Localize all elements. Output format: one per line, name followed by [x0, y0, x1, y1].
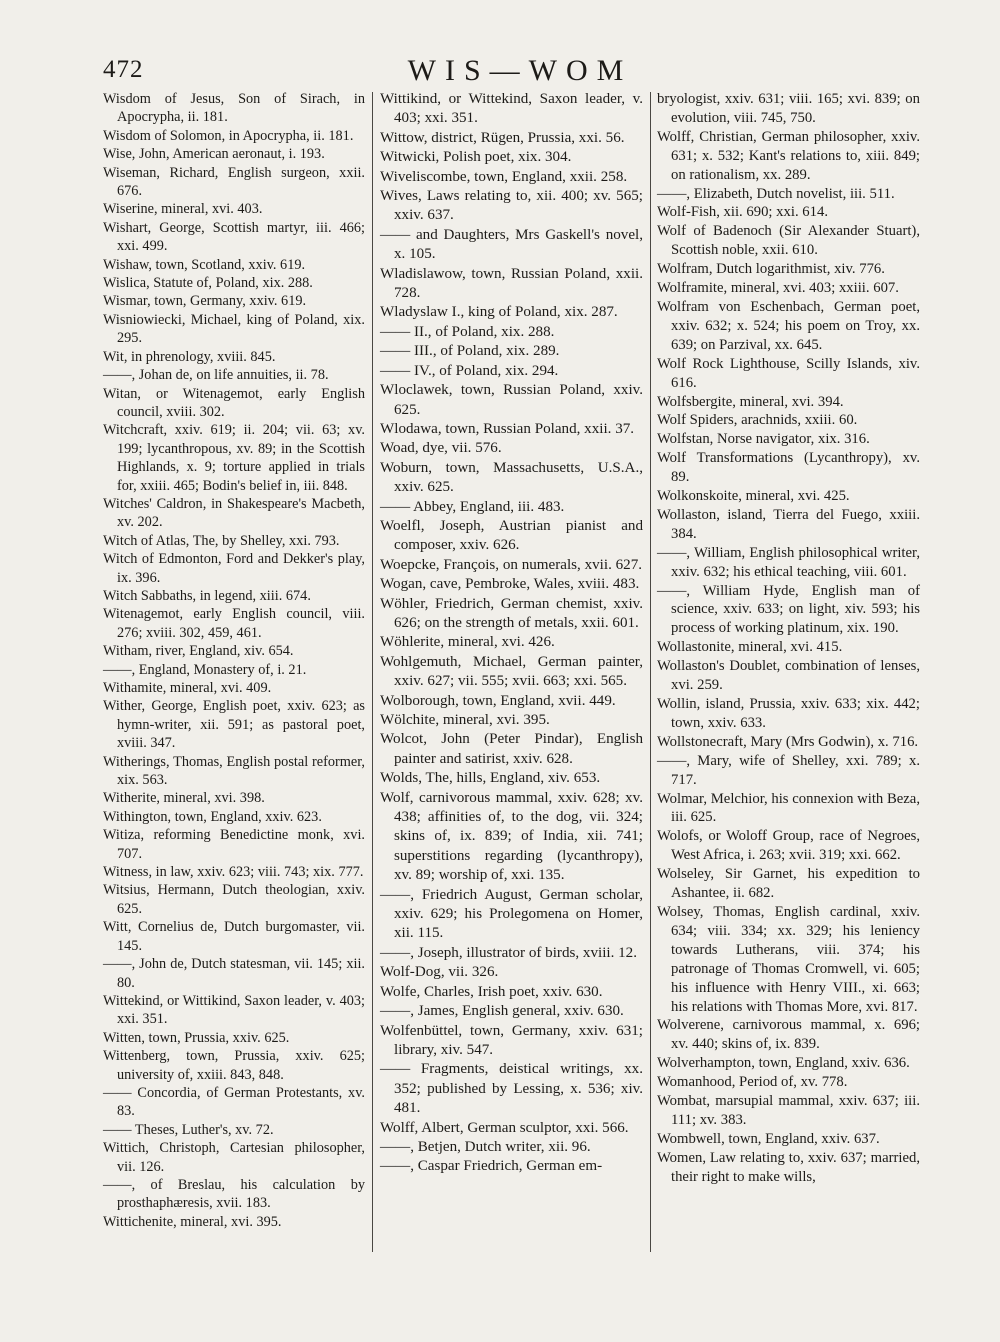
index-entry: ——, William, English philosophical writer, xxiv. 632; his ethical teaching, viii. 601.: [657, 544, 920, 580]
index-entry: Wöhlerite, mineral, xvi. 426.: [380, 634, 555, 651]
index-entry: —— Abbey, England, iii. 483.: [380, 498, 565, 515]
index-entry: Wishart, George, Scottish martyr, iii. 466; xxi. 499.: [103, 219, 365, 255]
index-entry: Wolverhampton, town, England, xxiv. 636.: [657, 1055, 910, 1072]
index-entry: ——, Mary, wife of Shelley, xxi. 789; x. 717.: [657, 752, 920, 788]
index-entry: Wolds, The, hills, England, xiv. 653.: [380, 770, 601, 787]
index-entry: ——, James, English general, xxiv. 630.: [380, 1003, 624, 1020]
index-entry: —— IV., of Poland, xix. 294.: [380, 362, 559, 379]
index-entry: Wolmar, Melchior, his connexion with Beza, iii. 625.: [657, 790, 920, 826]
index-entry: Witherite, mineral, xvi. 398.: [103, 790, 265, 807]
index-entry: Wöhler, Friedrich, German chemist, xxiv. 626; on the strength of metals, xxii. 601.: [380, 595, 643, 631]
index-entry: Wolofs, or Woloff Group, race of Negroes, West Africa, i. 263; xvii. 319; xxi. 662.: [657, 828, 920, 864]
index-entry: Wolfsbergite, mineral, xvi. 394.: [657, 393, 844, 410]
index-entry: ——, Friedrich August, German scholar, xxiv. 629; his Prolegomena on Homer, xii. 115.: [380, 886, 643, 942]
index-entry: Woburn, town, Massachusetts, U.S.A., xxiv. 625.: [380, 459, 643, 496]
index-entry: Wolff, Christian, German philosopher, xxiv. 631; x. 532; Kant's relations to, xiii. 849; on rationalism, xx. 289.: [657, 128, 920, 183]
index-entry: Witten, town, Prussia, xxiv. 625.: [103, 1029, 290, 1046]
index-entry: Wolborough, town, England, xvii. 449.: [380, 692, 616, 709]
index-entry: Wolfram, Dutch logarithmist, xiv. 776.: [657, 261, 885, 278]
column-rule: [372, 92, 373, 1252]
index-entry: Wisdom of Solomon, in Apocrypha, ii. 181.: [103, 127, 354, 144]
index-entry: Wismar, town, Germany, xxiv. 619.: [103, 293, 307, 310]
index-entry: Wollaston's Doublet, combination of lenses, xvi. 259.: [657, 658, 920, 694]
index-entry: Woad, dye, vii. 576.: [380, 440, 502, 457]
index-entry: Wolkonskoite, mineral, xvi. 425.: [657, 488, 850, 505]
index-entry: Witan, or Witenagemot, early English council, xviii. 302.: [103, 385, 365, 420]
page-number: 472: [103, 56, 144, 83]
index-entry: Witness, in law, xxiv. 623; viii. 743; xix. 777.: [103, 864, 364, 881]
index-entry: Wolcot, John (Peter Pindar), English painter and satirist, xxiv. 628.: [380, 731, 643, 767]
index-entry: Wladyslaw I., king of Poland, xix. 287.: [380, 304, 618, 321]
index-entry: ——, Caspar Friedrich, German em-: [380, 1158, 603, 1175]
index-entry: Wittich, Christoph, Cartesian philosopher, vii. 126.: [103, 1140, 365, 1175]
index-entry: Witsius, Hermann, Dutch theologian, xxiv. 625.: [103, 882, 365, 917]
index-column-3: [657, 90, 920, 1187]
index-entry: Wiveliscombe, town, England, xxii. 258.: [380, 168, 628, 185]
index-entry: Wolfstan, Norse navigator, xix. 316.: [657, 431, 870, 448]
index-entry: ——, of Breslau, his calculation by prosthaphæresis, xvii. 183.: [103, 1176, 365, 1212]
index-entry: Withamite, mineral, xvi. 409.: [103, 680, 272, 696]
index-entry: Wisdom of Jesus, Son of Sirach, in Apocrypha, ii. 181.: [103, 91, 365, 126]
index-entry: Witt, Cornelius de, Dutch burgomaster, vii. 145.: [103, 919, 365, 954]
index-entry: ——, Elizabeth, Dutch novelist, iii. 511.: [657, 185, 895, 202]
index-entry: Womanhood, Period of, xv. 778.: [657, 1074, 848, 1091]
index-entry: Witwicki, Polish poet, xix. 304.: [380, 149, 572, 166]
index-entry: Witham, river, England, xiv. 654.: [103, 643, 294, 660]
index-entry: Wombwell, town, England, xxiv. 637.: [657, 1130, 880, 1147]
index-entry: Witch Sabbaths, in legend, xiii. 674.: [103, 587, 311, 604]
index-entry: Wohlgemuth, Michael, German painter, xxiv. 627; vii. 555; xvii. 663; xxi. 565.: [380, 653, 643, 690]
index-entry: Wolf of Badenoch (Sir Alexander Stuart), Scottish noble, xxii. 610.: [657, 223, 920, 259]
index-entry: ——, John de, Dutch statesman, vii. 145; xii. 80.: [103, 956, 365, 991]
running-head: WIS—WOM: [407, 54, 633, 87]
index-entry: Wolframite, mineral, xvi. 403; xxiii. 607.: [657, 280, 899, 297]
index-entry: Wogan, cave, Pembroke, Wales, xviii. 483.: [380, 576, 640, 593]
index-column-2: [380, 90, 643, 1177]
index-entry: Wolf Transformations (Lycanthropy), xv. 89.: [657, 450, 920, 486]
index-entry: Wiserine, mineral, xvi. 403.: [103, 201, 263, 218]
index-entry: Wolff, Albert, German sculptor, xxi. 566.: [380, 1119, 629, 1136]
index-entry: ——, Joseph, illustrator of birds, xviii. 12.: [380, 944, 637, 961]
index-entry: Wiseman, Richard, English surgeon, xxii. 676.: [103, 164, 365, 200]
index-entry: Wloclawek, town, Russian Poland, xxiv. 625.: [380, 382, 643, 418]
index-column-1: [103, 90, 365, 1231]
index-entry: Wittikind, or Wittekind, Saxon leader, v. 403; xxi. 351.: [380, 91, 643, 127]
index-entry: Wit, in phrenology, xviii. 845.: [103, 348, 276, 365]
index-entry: —— Fragments, deistical writings, xx. 352; published by Lessing, x. 536; xiv. 481.: [380, 1061, 643, 1117]
index-entry: bryologist, xxiv. 631; viii. 165; xvi. 839; on evolution, viii. 745, 750.: [657, 91, 920, 126]
index-entry: Wittichenite, mineral, xvi. 395.: [103, 1213, 282, 1230]
index-entry: Woelfl, Joseph, Austrian pianist and composer, xxiv. 626.: [380, 517, 643, 554]
index-entry: Witiza, reforming Benedictine monk, xvi. 707.: [103, 827, 365, 862]
index-entry: Wittekind, or Wittikind, Saxon leader, v. 403; xxi. 351.: [103, 992, 365, 1028]
index-entry: Witches' Caldron, in Shakespeare's Macbeth, xv. 202.: [103, 495, 365, 531]
index-entry: Wolfram von Eschenbach, German poet, xxiv. 632; x. 524; his poem on Troy, xx. 639; on Parzival, xx. 645.: [657, 298, 920, 353]
index-entry: Wittenberg, town, Prussia, xxiv. 625; university of, xxiii. 843, 848.: [103, 1048, 365, 1083]
index-entry: —— Theses, Luther's, xv. 72.: [103, 1121, 274, 1138]
index-entry: Wolsey, Thomas, English cardinal, xxiv. 634; viii. 334; xx. 329; his leniency towards Lutherans, viii. 374; his patronage of Thomas Cromwell, vi. 605; his influence with Henry VIII., xi. 663; his relations with Thomas More, xvi. 817.: [657, 903, 920, 1015]
index-entry: Wives, Laws relating to, xii. 400; xv. 565; xxiv. 637.: [380, 188, 643, 224]
index-entry: Wolfe, Charles, Irish poet, xxiv. 630.: [380, 983, 603, 1000]
index-entry: Wombat, marsupial mammal, xxiv. 637; iii. 111; xv. 383.: [657, 1093, 920, 1128]
index-entry: —— and Daughters, Mrs Gaskell's novel, x. 105.: [380, 226, 643, 263]
column-rule: [650, 92, 651, 1252]
index-entry: Wittow, district, Rügen, Prussia, xxi. 56.: [380, 129, 625, 146]
index-entry: Wollaston, island, Tierra del Fuego, xxiii. 384.: [657, 506, 920, 542]
index-entry: ——, Johan de, on life annuities, ii. 78.: [103, 367, 329, 384]
index-entry: Witchcraft, xxiv. 619; ii. 204; vii. 63; xv. 199; lycanthropous, xv. 89; in the Scottish Highlands, x. 9; torture applied in trials for, xxiii. 465; Bodin's belief in, iii. 848.: [103, 422, 365, 494]
index-entry: Wolf Rock Lighthouse, Scilly Islands, xiv. 616.: [657, 355, 920, 391]
index-entry: —— II., of Poland, xix. 288.: [380, 323, 555, 340]
index-entry: Wishaw, town, Scotland, xxiv. 619.: [103, 256, 306, 273]
index-entry: Wolf-Fish, xii. 690; xxi. 614.: [657, 204, 828, 221]
index-entry: Wolf, carnivorous mammal, xxiv. 628; xv. 438; affinities of, to the dog, vii. 324; skins of, ix. 839; of India, xii. 741; superstitions regarding (lycanthropy), xv. 89; worship of, xxi. 135.: [380, 789, 643, 884]
index-entry: Wolf-Dog, vii. 326.: [380, 964, 499, 981]
index-entry: Wolf Spiders, arachnids, xxiii. 60.: [657, 412, 858, 429]
index-entry: Witherings, Thomas, English postal reformer, xix. 563.: [103, 753, 365, 789]
index-entry: Withington, town, England, xxiv. 623.: [103, 808, 322, 825]
index-entry: Wise, John, American aeronaut, i. 193.: [103, 146, 325, 163]
index-entry: —— Concordia, of German Protestants, xv. 83.: [103, 1084, 365, 1120]
index-entry: —— III., of Poland, xix. 289.: [380, 343, 560, 360]
index-entry: ——, England, Monastery of, i. 21.: [103, 661, 307, 678]
index-entry: Wolverene, carnivorous mammal, x. 696; xv. 440; skins of, ix. 839.: [657, 1017, 920, 1053]
index-entry: Wollin, island, Prussia, xxiv. 633; xix. 442; town, xxiv. 633.: [657, 696, 920, 731]
index-entry: Wither, George, English poet, xxiv. 623; as hymn-writer, xii. 591; as pastoral poet, xviii. 347.: [103, 698, 365, 752]
index-entry: Wollstonecraft, Mary (Mrs Godwin), x. 716.: [657, 733, 919, 750]
index-entry: Wislica, Statute of, Poland, xix. 288.: [103, 275, 313, 292]
index-entry: Wolfenbüttel, town, Germany, xxiv. 631; library, xiv. 547.: [380, 1022, 643, 1058]
index-entry: Witenagemot, early English council, viii. 276; xviii. 302, 459, 461.: [103, 606, 365, 641]
index-entry: Wisniowiecki, Michael, king of Poland, xix. 295.: [103, 311, 365, 347]
index-entry: ——, William Hyde, English man of science, xxiv. 633; on light, xiv. 593; his process of working platinum, xix. 190.: [657, 582, 920, 637]
index-entry: Wolseley, Sir Garnet, his expedition to Ashantee, ii. 682.: [657, 866, 920, 902]
index-entry: Wlodawa, town, Russian Poland, xxii. 37.: [380, 420, 635, 437]
index-entry: Wölchite, mineral, xvi. 395.: [380, 712, 550, 728]
index-entry: Witch of Edmonton, Ford and Dekker's play, ix. 396.: [103, 551, 365, 586]
index-entry: Wollastonite, mineral, xvi. 415.: [657, 639, 843, 656]
index-entry: Women, Law relating to, xxiv. 637; married, their right to make wills,: [657, 1149, 920, 1185]
index-entry: ——, Betjen, Dutch writer, xii. 96.: [380, 1138, 591, 1155]
index-entry: Witch of Atlas, The, by Shelley, xxi. 793.: [103, 532, 340, 549]
index-entry: Wladislawow, town, Russian Poland, xxii. 728.: [380, 265, 643, 302]
index-entry: Woepcke, François, on numerals, xvii. 627.: [380, 556, 643, 573]
